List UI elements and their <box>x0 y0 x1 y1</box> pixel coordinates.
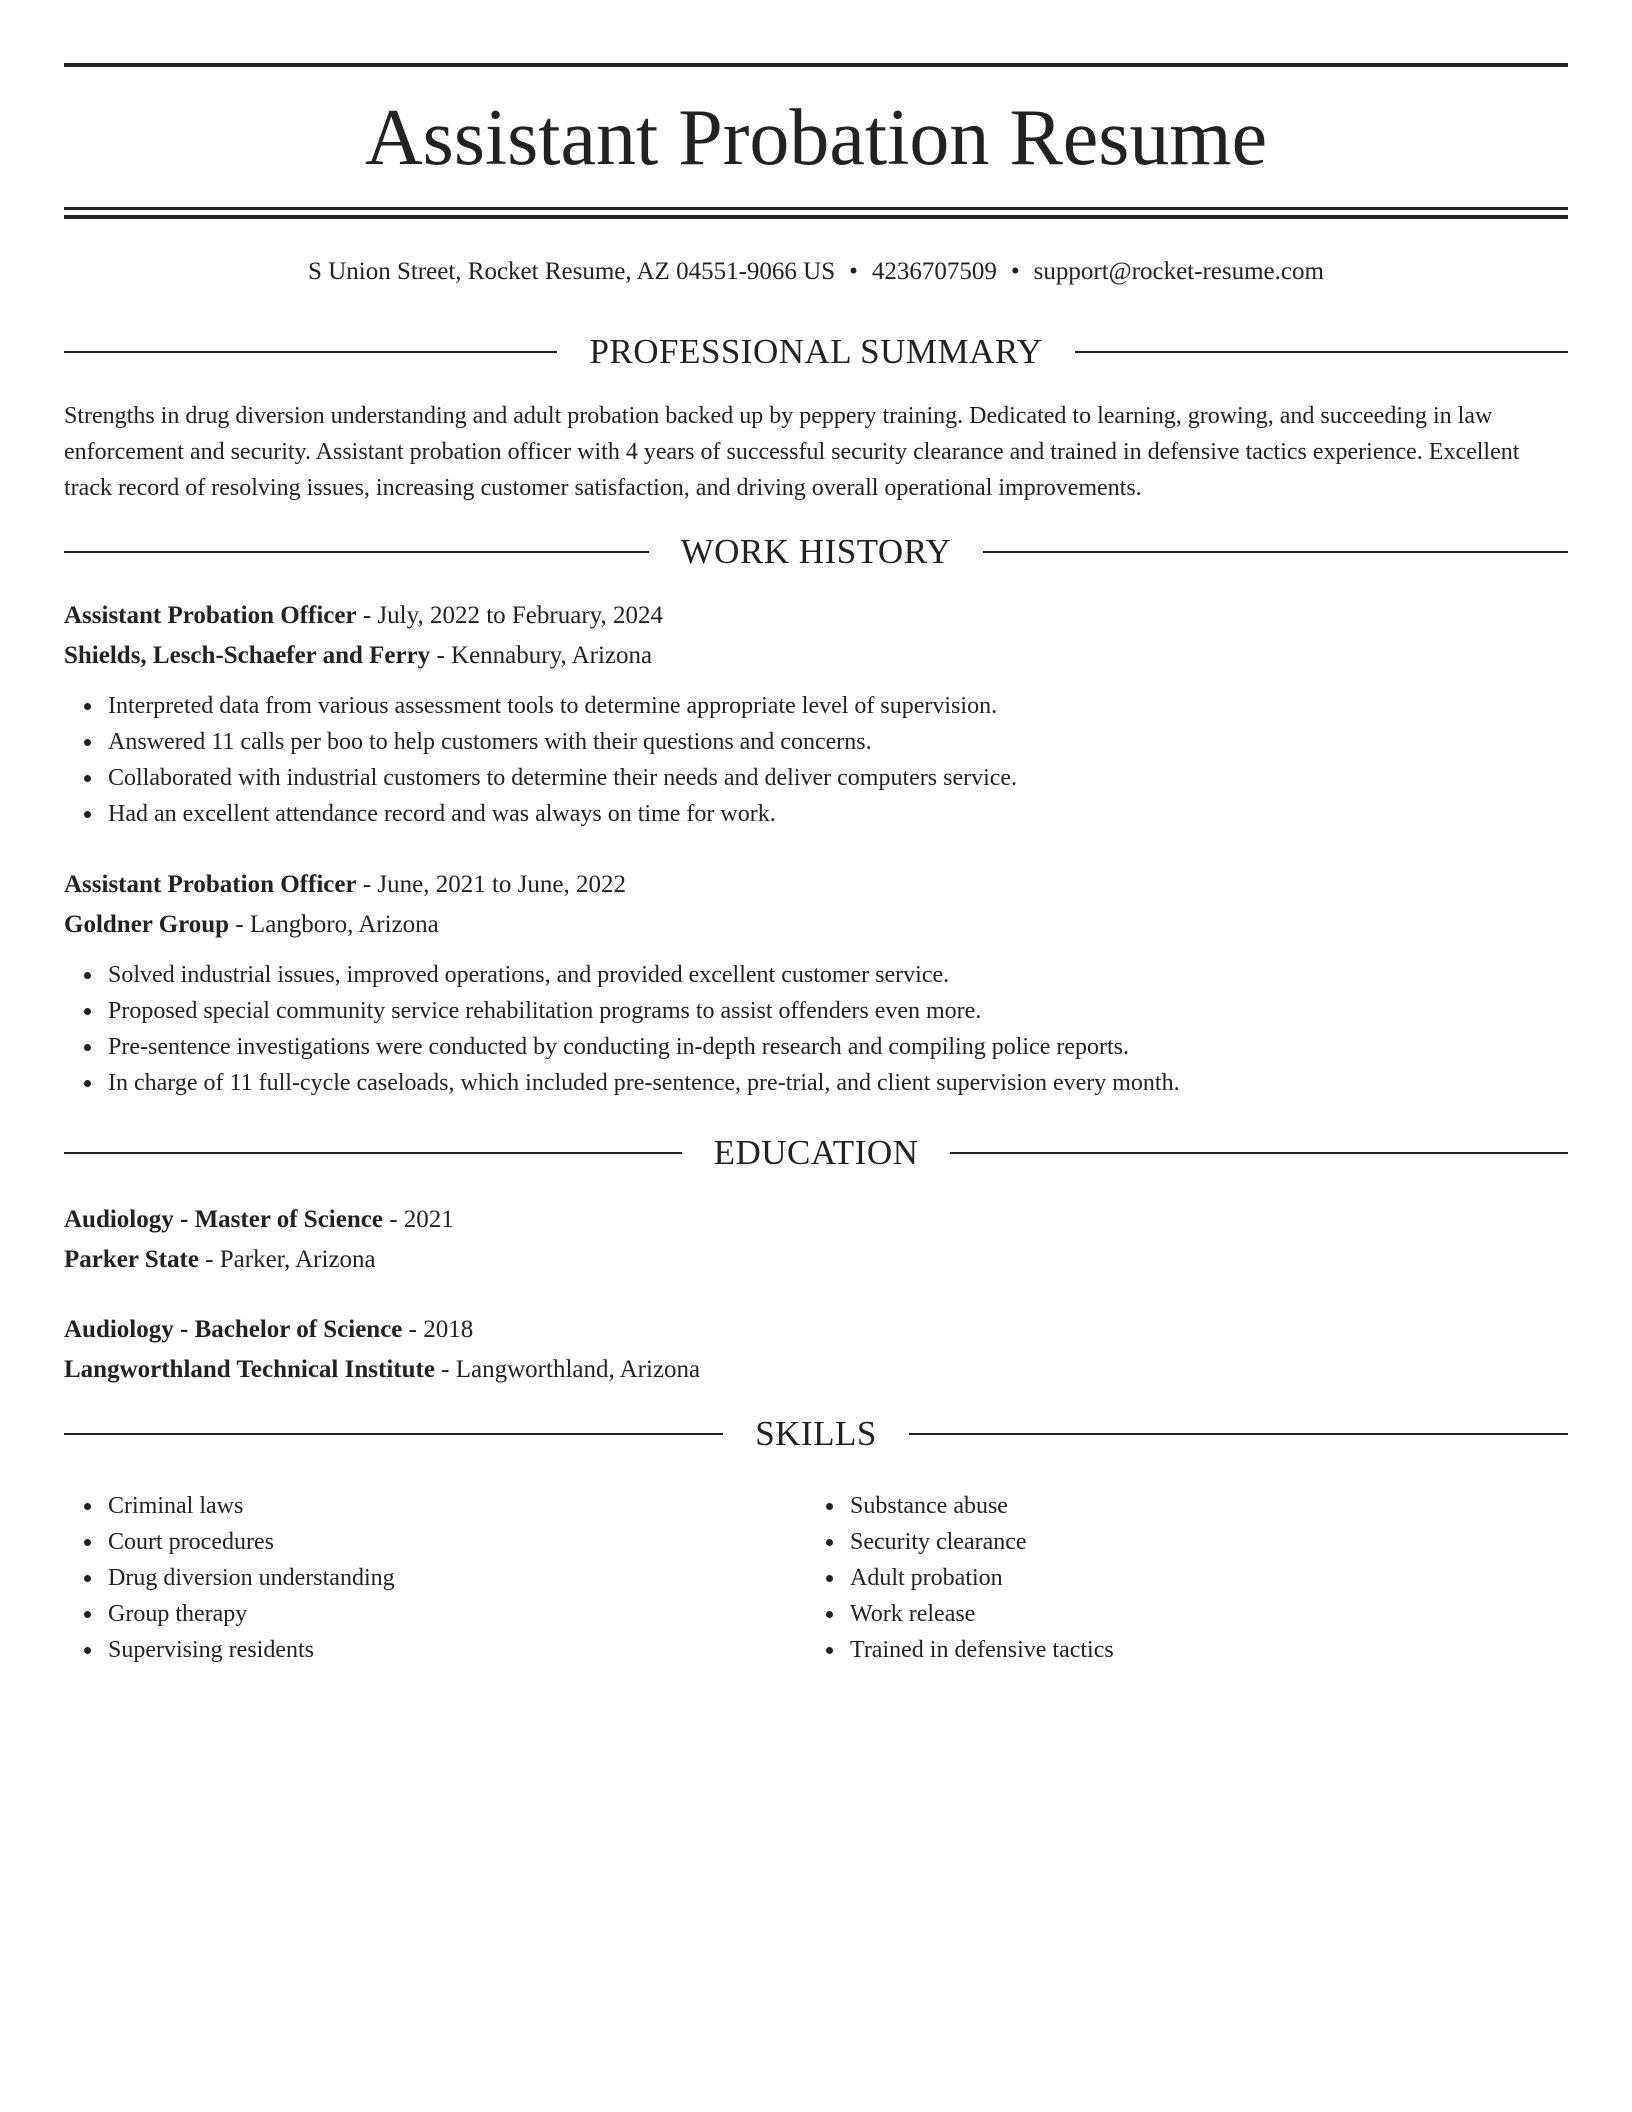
section-heading-summary <box>64 330 1568 374</box>
job-entry <box>64 596 1568 832</box>
education-degree: Audiology - Bachelor of Science <box>64 1316 403 1343</box>
education-school-line <box>64 1350 1568 1390</box>
section-title: WORK HISTORY <box>680 532 952 571</box>
divider <box>1075 351 1568 353</box>
list-item: Had an excellent attendance record and was always on time for work. <box>108 796 1568 832</box>
section-heading-skills <box>64 1412 1568 1456</box>
education-year: - 2021 <box>382 1206 454 1233</box>
education-school: Parker State <box>64 1246 199 1273</box>
education-school-line <box>64 1240 1568 1280</box>
education-location: - Langworthland, Arizona <box>434 1356 701 1383</box>
divider <box>64 1152 682 1154</box>
job-title-line <box>64 596 1568 636</box>
top-rule <box>64 63 1568 67</box>
section-heading-work-history <box>64 530 1568 574</box>
title-rule-lower <box>64 215 1568 219</box>
job-company-line <box>64 905 1568 945</box>
job-bullets <box>64 688 1568 832</box>
contact-separator: • <box>1010 258 1020 285</box>
skill-item: Security clearance <box>850 1524 1550 1560</box>
skill-item: Drug diversion understanding <box>108 1560 808 1596</box>
contact-address: S Union Street, Rocket Resume, AZ 04551-9066 US <box>308 258 836 285</box>
list-item: Interpreted data from various assessment tools to determine appropriate level of supervision. <box>108 688 1568 724</box>
skill-item: Criminal laws <box>108 1488 808 1524</box>
divider <box>950 1152 1568 1154</box>
job-title-line <box>64 865 1568 905</box>
summary-text: Strengths in drug diversion understanding and adult probation backed up by peppery training. Dedicated to learning, growing, and succeeding in law enforcement and security. Assistant probation officer with 4 years of successful security clearance and trained in defensive tactics experience. Excellent track record of resolving issues, increasing customer satisfaction, and driving overall operational improvements. <box>64 403 1520 501</box>
list-item: Answered 11 calls per boo to help customers with their questions and concerns. <box>108 724 1568 760</box>
skill-item: Adult probation <box>850 1560 1550 1596</box>
education-degree-line <box>64 1200 1568 1240</box>
contact-phone: 4236707509 <box>871 258 997 285</box>
section-title: SKILLS <box>755 1414 877 1453</box>
education-school: Langworthland Technical Institute <box>64 1356 435 1383</box>
divider <box>64 351 557 353</box>
divider <box>909 1433 1568 1435</box>
education-degree-line <box>64 1310 1568 1350</box>
contact-line <box>64 252 1568 292</box>
skill-item: Court procedures <box>108 1524 808 1560</box>
section-heading-education <box>64 1131 1568 1175</box>
resume-title: Assistant Probation Resume <box>364 94 1268 182</box>
job-entry <box>64 865 1568 1101</box>
job-title: Assistant Probation Officer <box>64 871 357 898</box>
divider <box>983 551 1568 553</box>
education-entry <box>64 1200 1568 1280</box>
skill-item: Group therapy <box>108 1596 808 1632</box>
job-company-line <box>64 636 1568 676</box>
list-item: Pre-sentence investigations were conducted by conducting in-depth research and compiling police reports. <box>108 1029 1568 1065</box>
contact-separator: • <box>849 258 858 285</box>
section-title: EDUCATION <box>713 1133 919 1172</box>
education-year: - 2018 <box>402 1316 474 1343</box>
skill-item: Trained in defensive tactics <box>850 1632 1550 1668</box>
job-location: - Kennabury, Arizona <box>430 642 653 669</box>
job-company: Goldner Group <box>64 911 230 938</box>
job-title: Assistant Probation Officer <box>64 602 357 629</box>
job-location: - Langboro, Arizona <box>229 911 439 938</box>
skills-list-right <box>806 1488 1550 1668</box>
skill-item: Supervising residents <box>108 1632 808 1668</box>
education-entry <box>64 1310 1568 1390</box>
education-degree: Audiology - Master of Science <box>64 1206 383 1233</box>
title-rule-upper <box>64 207 1568 210</box>
job-company: Shields, Lesch-Schaefer and Ferry <box>64 642 431 669</box>
skill-item: Work release <box>850 1596 1550 1632</box>
education-location: - Parker, Arizona <box>198 1246 376 1273</box>
skill-item: Substance abuse <box>850 1488 1550 1524</box>
job-dates: - July, 2022 to February, 2024 <box>356 602 664 629</box>
list-item: Proposed special community service rehabilitation programs to assist offenders even more. <box>108 993 1568 1029</box>
job-bullets <box>64 957 1568 1101</box>
job-dates: - June, 2021 to June, 2022 <box>356 871 626 898</box>
section-title: PROFESSIONAL SUMMARY <box>589 332 1043 371</box>
divider <box>64 1433 723 1435</box>
list-item: Solved industrial issues, improved operations, and provided excellent customer service. <box>108 957 1568 993</box>
list-item: In charge of 11 full-cycle caseloads, which included pre-sentence, pre-trial, and client supervision every month. <box>108 1065 1568 1101</box>
list-item: Collaborated with industrial customers to determine their needs and deliver computers service. <box>108 760 1568 796</box>
contact-email: support@rocket-resume.com <box>1033 258 1324 285</box>
divider <box>64 551 649 553</box>
skills-list-left <box>64 1488 808 1668</box>
